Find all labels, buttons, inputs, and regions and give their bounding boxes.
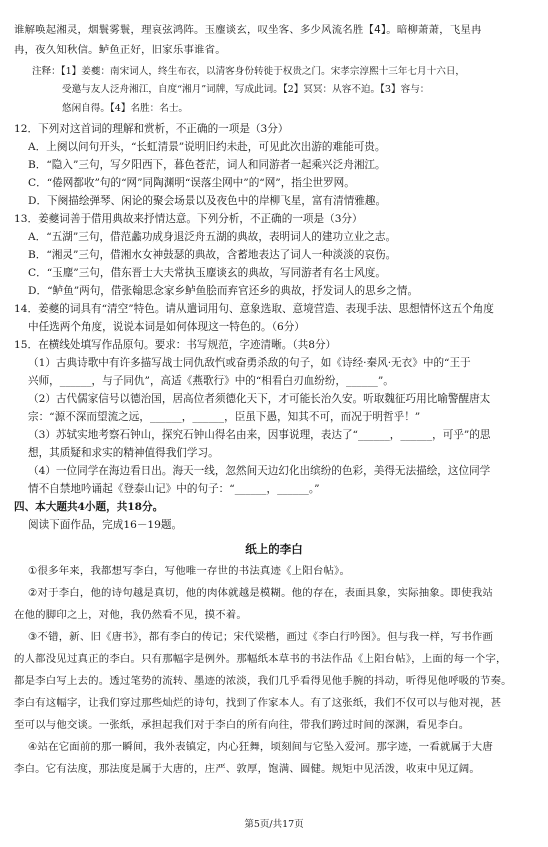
q15-part4-line1: （4）一位同学在海边看日出。海天一线，忽然间天边幻化出缤纷的色彩，美得无法描绘，这位同学 [28,465,491,477]
note-line-2: 受邀与友人泛舟湘江，自度“湘月”词牌，写成此词。【2】冥冥：从容不迫。【3】容与： [62,84,430,95]
essay-paragraph-2-line-1: ②对于李白，他的诗句越是真切，他的肉体就越是模糊。他的存在，表面具象，实际抽象。即使我站 [28,587,493,599]
q15-part2-line1: （2）古代儒家信号以德治国，居高位者须德化天下，才可能长治久安。听取魏征巧用比喻警醒唐太 [28,393,491,405]
q13-option-d: D．“鲈鱼”两句，借张翰思念家乡鲈鱼脍而弃官还乡的典故，抒发词人的思乡之情。 [28,285,419,297]
q13-stem: 13．姜夔词善于借用典故来抒情达意。下列分析，不正确的一项是（3分） [14,213,363,225]
q12-option-b: B．“隐入”三句，写夕阳西下，暮色苍茫，词人和同游者一起乘兴泛舟湘江。 [28,159,386,171]
q12-option-a: A．上阕以问句开头，“长虹清景”说明旧约未赴，可见此次出游的难能可贵。 [28,141,386,153]
essay-paragraph-4-line-1: ④站在它面前的那一瞬间，我外表镇定，内心狂舞，顷刻间与它坠入爱河。那字迹，一看就属于大唐 [28,741,493,753]
note-line-3: 悠闲自得。【4】名胜：名士。 [62,103,189,114]
q12-stem: 12．下列对这首词的理解和赏析，不正确的一项是（3分） [14,123,289,135]
page-number: 第5页/共17页 [244,819,304,830]
essay-title: 纸上的李白 [245,542,303,556]
q15-part4-line2: 情不自禁地吟诵起《登泰山记》中的句子：“______，______。” [28,483,320,495]
q15-part1-line2: 兴师，______，与子同仇”，高适《燕歌行》中的“相看白刃血纷纷，______”。 [28,375,394,387]
q13-option-b: B．“湘灵”三句，借湘水女神鼓瑟的典故，含蓄地表达了词人一种淡淡的哀伤。 [28,249,397,261]
note-line-1: 注释：【1】姜夔：南宋词人，终生布衣，以清客身份转徙于权贵之门。宋孝宗淳熙十三年七月十六日， [32,66,466,77]
q12-option-c: C．“倦网都收”句的“网”同陶渊明“误落尘网中”的“网”，指尘世罗网。 [28,177,355,189]
q13-option-a: A．“五湖”三句，借范蠡功成身退泛舟五湖的典故，表明词人的建功立业之志。 [28,231,397,243]
essay-paragraph-2-line-2: 在他的脚印之上，对他，我仍然看不见，摸不着。 [14,609,247,621]
essay-paragraph-4-line-2: 李白。它有法度，那法度是属于大唐的，庄严、敦厚，饱满、圆健。规矩中见活泼，收束中见辽阔。 [14,763,480,775]
q12-option-d: D．下阕描绘弹琴、闲论的聚会场景以及夜色中的岸柳飞星，富有清情雅趣。 [28,195,387,207]
essay-paragraph-3-line-2: 的人都没见过真正的李白。只有那幅字是例外。那幅纸本草书的书法作品《上阳台帖》，上面的每一个字， [14,653,507,665]
q14-line-1: 14．姜夔的词具有“清空”特色。请从遣词用句、意象选取、意境营造、表现手法、思想情怀这五个角度 [14,303,494,315]
q13-option-c: C．“玉麈”三句，借东晋士大夫常执玉麈谈玄的典故，写同游者有名士风度。 [28,267,386,279]
essay-paragraph-3-line-1: ③不错，新、旧《唐书》，都有李白的传记；宋代梁楷，画过《李白行吟图》。但与我一样，写书作画 [28,631,494,643]
section-4-heading: 四、本大题共4小题，共18分。 [14,501,164,513]
essay-paragraph-1: ①很多年来，我都想写李白，写他唯一存世的书法真迹《上阳台帖》。 [28,565,351,577]
q15-part3-line1: （3）苏轼实地考察石钟山，探究石钟山得名由来，因事说理，表达了“______，______，可乎”的思 [28,429,491,441]
q15-stem: 15．在横线处填写作品原句。要求：书写规范，字迹清晰。（共8分） [14,339,337,351]
poem-line-2: 冉，夜久知秋信。鲈鱼正好，旧家乐事谁省。 [14,44,226,56]
essay-paragraph-3-line-3: 都是李白写上去的。透过笔势的流转、墨迹的浓淡，我们几乎看得见他手腕的抖动，听得见他呼吸的节奏。 [14,675,512,687]
poem-line-1: 谁解唤起湘灵，烟鬟雾鬟，理哀弦鸿阵。玉麈谈玄，叹坐客、多少风流名胜【4】。暗柳萧萧，飞星冉 [14,24,482,36]
q14-line-2: 中任选两个角度，说说本词是如何体现这一特色的。（6分） [28,321,305,333]
q15-part2-line2: 宗：“源不深而望流之远，______，______，臣虽下愚，知其不可，而况于明哲乎！” [28,411,421,423]
q15-part1-line1: （1）古典诗歌中有许多描写战士同仇敌忾或奋勇杀敌的句子，如《诗经·秦风·无衣》中的“王于 [28,357,471,369]
essay-paragraph-3-line-5: 至可以与他交谈。一张纸，承担起我们对于李白的所有向往，带我们跨过时间的深渊，看见李白。 [14,719,470,731]
essay-paragraph-3-line-4: 李白有这幅字，让我们穿过那些灿烂的诗句，找到了作家本人。有了这张纸，我们不仅可以与他对视，甚 [14,697,502,709]
section-4-instruction: 阅读下面作品，完成16－19题。 [28,519,183,531]
q15-part3-line2: 想，其质疑和求实的精神值得我们学习。 [28,447,219,459]
